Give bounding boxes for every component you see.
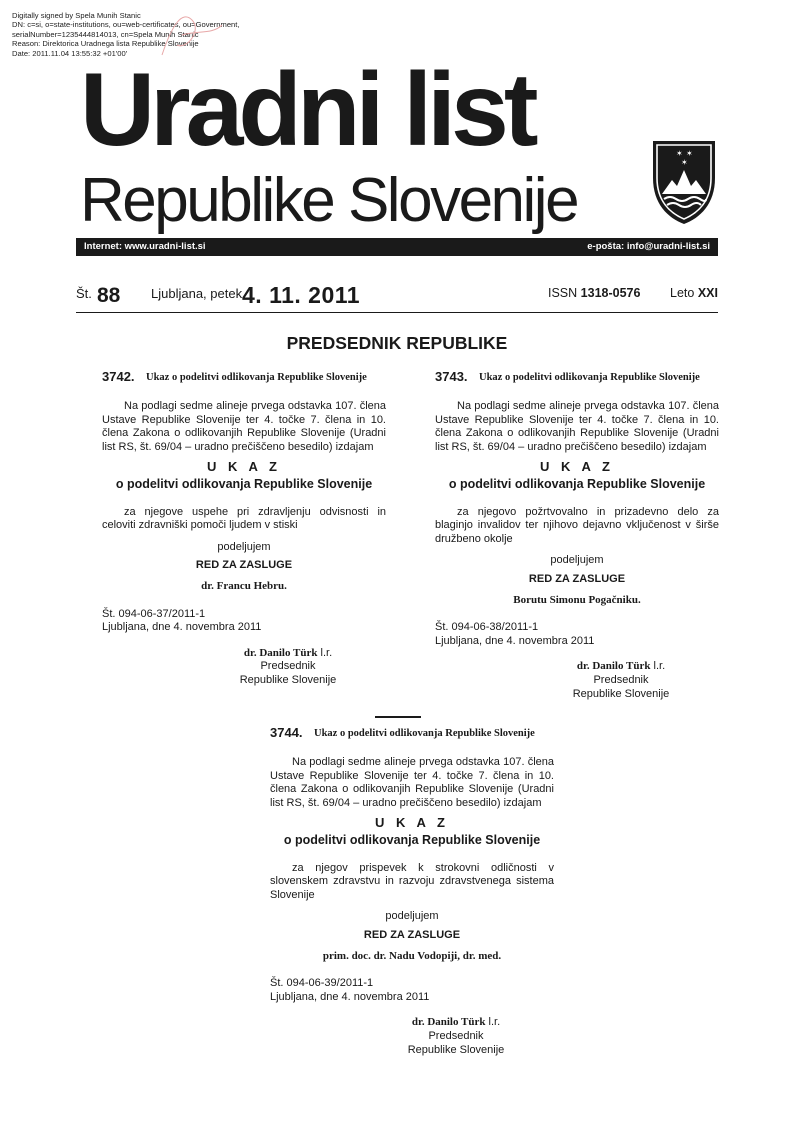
digital-signature [12,11,240,58]
signature-line: Digitally signed by Spela Munih Stanic [12,11,141,20]
signer-name: dr. Danilo Türk [243,646,318,659]
signer-suffix: l.r. [485,1016,501,1029]
decree-number: 3744. [270,725,303,740]
decree-ref-number: Št. 094-06-38/2011-1 [435,621,539,634]
decree-award: RED ZA ZASLUGE [195,559,293,572]
masthead-subtitle: Republike Slovenije [80,166,578,235]
signature-line: DN: c=si, o=state-institutions, ou=web-certificates, ou=Government, [12,20,240,30]
year-volume [670,286,718,300]
issue-line [76,282,718,312]
decree-header [270,725,554,756]
decree-signer [396,1016,516,1057]
issn [548,286,640,300]
issue-place-day: Ljubljana, petek [151,286,243,301]
signer-suffix: l.r. [317,646,333,659]
svg-text:✶: ✶ [676,149,683,158]
decree-number: 3743. [435,369,468,384]
decree-header [102,369,386,400]
decree-intro: Na podlagi sedme alineje prvega odstavka 107. člena Ustave Republike Slovenije ter 4. točke 7. člena in 10. člena Zakona o odlikovanjih Republike Slovenije (Uradni list RS, št. 69/04 – uradno prečiščeno besedilo) izdajam [102,400,386,453]
decree-reason: za njegovo požrtvovalno in prizadevno delo za blaginjo invalidov ter njihovo dejavno vključenost v širše družbeno okolje [435,505,719,545]
year-value: XXI [697,286,718,300]
decree-recipient: dr. Francu Hebru. [201,579,287,592]
decree-award: RED ZA ZASLUGE [528,572,626,585]
website-link[interactable]: Internet: www.uradni-list.si [84,241,206,252]
decree-3742 [102,369,386,688]
signer-org: Republike Slovenije [572,687,670,700]
decree-award: RED ZA ZASLUGE [363,928,461,941]
svg-text:✶: ✶ [681,158,688,167]
signature-line: Reason: Direktorica Uradnega lista Republike Slovenije [12,39,199,49]
signer-suffix: l.r. [650,660,666,673]
decree-reason: za njegov prispevek k strokovni odličnosti v slovenskem zdravstvu in razvoju zdravstvenega sistema Slovenije [270,861,554,901]
signature-line: serialNumber=1235444814013, cn=Spela Munih Stanic [12,29,199,39]
decree-ref-date: Ljubljana, dne 4. novembra 2011 [102,621,262,634]
decree-3743 [435,369,719,701]
decree-subtitle: o podelitvi odlikovanja Republike Slovenije [115,476,373,491]
year-label: Leto [670,286,695,300]
coat-of-arms-icon [650,138,718,226]
signer-name: dr. Danilo Türk [411,1016,486,1029]
decree-title: Ukaz o podelitvi odlikovanja Republike Slovenije [479,372,700,383]
decree-3744 [270,725,554,1057]
masthead-title: Uradni list [80,52,534,168]
decree-signer [228,647,348,688]
signature-line: Date: 2011.11.04 13:55:32 +01'00' [12,48,128,58]
decree-reason: za njegove uspehe pri zdravljenju odvisnosti in celoviti zdravniški pomoči ljudem v stiski [102,505,386,532]
masthead-contact-bar [76,238,718,256]
decree-ukaz-heading: U K A Z [375,815,449,831]
issue-number-label: Št. [76,286,92,301]
header-rule [76,312,718,313]
decree-awarding: podeljujem [217,540,271,553]
issn-label: ISSN [548,286,578,300]
decree-ukaz-heading: U K A Z [207,459,281,475]
decree-recipient: Borutu Simonu Pogačniku. [513,593,641,606]
decree-title: Ukaz o podelitvi odlikovanja Republike Slovenije [146,372,367,383]
decree-awarding: podeljujem [385,910,439,923]
decree-intro: Na podlagi sedme alineje prvega odstavka 107. člena Ustave Republike Slovenije ter 4. točke 7. člena in 10. člena Zakona o odlikovanjih Republike Slovenije (Uradni list RS, št. 69/04 – uradno prečiščeno besedilo) izdajam [270,756,554,809]
signer-role: Predsednik [593,673,649,686]
email-link[interactable]: e-pošta: info@uradni-list.si [587,241,710,252]
decree-awarding: podeljujem [550,554,604,567]
signer-role: Predsednik [428,1029,484,1042]
decree-number: 3742. [102,369,135,384]
decree-ref-number: Št. 094-06-39/2011-1 [270,977,374,990]
decree-ref-date: Ljubljana, dne 4. novembra 2011 [270,990,430,1003]
decree-subtitle: o podelitvi odlikovanja Republike Slovenije [283,832,541,847]
signer-org: Republike Slovenije [407,1043,505,1056]
decree-signer [561,660,681,701]
decree-subtitle: o podelitvi odlikovanja Republike Slovenije [448,476,706,491]
decree-ref-date: Ljubljana, dne 4. novembra 2011 [435,634,595,647]
decree-ref-number: Št. 094-06-37/2011-1 [102,607,206,620]
section-divider [375,716,421,718]
svg-text:✶: ✶ [686,149,693,158]
signer-name: dr. Danilo Türk [576,660,651,673]
signer-role: Predsednik [260,660,316,673]
issue-date: 4. 11. 2011 [242,282,361,308]
issue-number: 88 [97,284,121,307]
decree-ukaz-heading: U K A Z [540,459,614,475]
decree-intro: Na podlagi sedme alineje prvega odstavka 107. člena Ustave Republike Slovenije ter 4. točke 7. člena in 10. člena Zakona o odlikovanjih Republike Slovenije (Uradni list RS, št. 69/04 – uradno prečiščeno besedilo) izdajam [435,400,719,453]
decree-header [435,369,719,400]
signer-org: Republike Slovenije [239,673,337,686]
decree-title: Ukaz o podelitvi odlikovanja Republike Slovenije [314,728,535,739]
issn-value: 1318-0576 [580,286,641,300]
decree-recipient: prim. doc. dr. Nadu Vodopiji, dr. med. [322,949,502,962]
section-title: PREDSEDNIK REPUBLIKE [286,333,508,353]
